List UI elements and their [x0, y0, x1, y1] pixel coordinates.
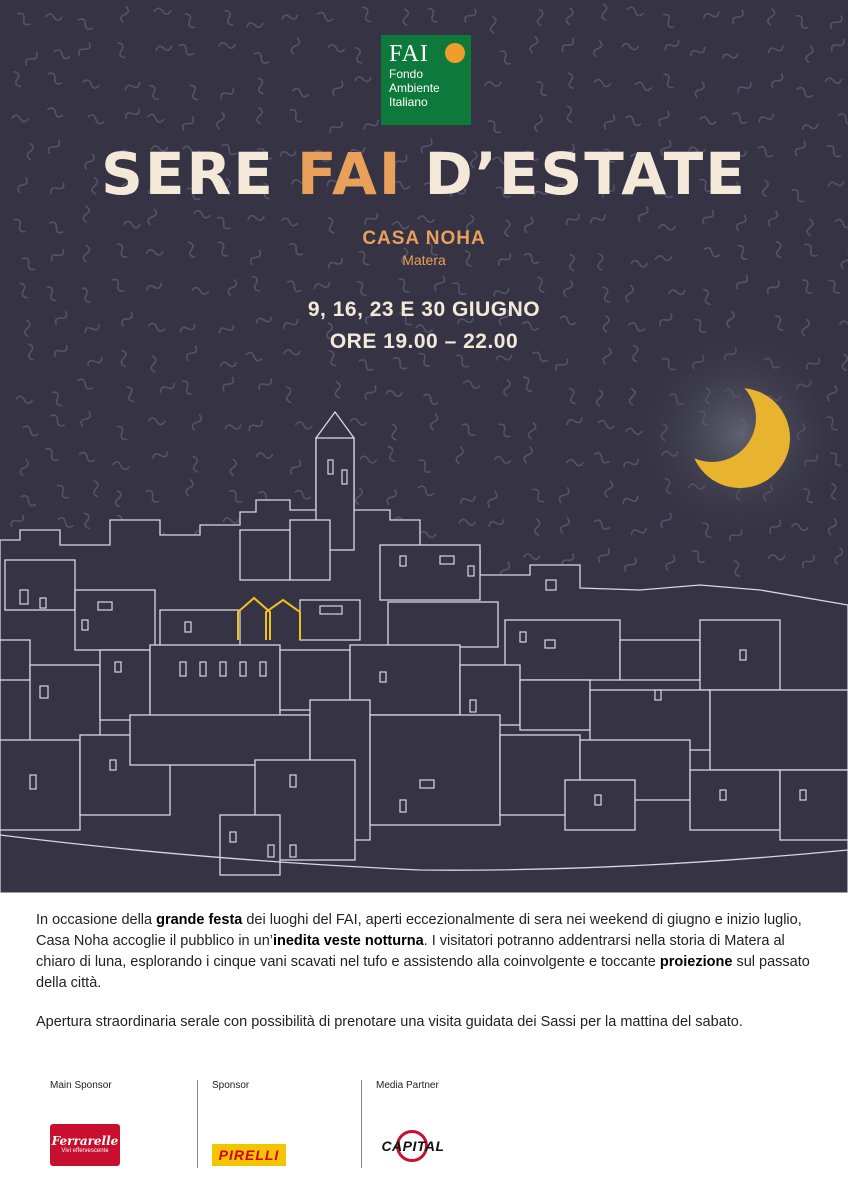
radio-capital-logo — [376, 1128, 450, 1164]
desc-bold-veste: inedita veste notturna — [272, 933, 424, 949]
description-paragraph-2: Apertura straordinaria serale con possibilità di prenotare una visita guidata dei Sassi per la mattina del sabato. — [36, 1014, 743, 1030]
logo-line-2: Ambiente — [389, 81, 440, 95]
logo-acronym: FAI — [389, 41, 429, 67]
desc-bold-proiezione: proiezione — [659, 954, 733, 970]
ferrarelle-tagline: Vivi effervescente — [61, 1148, 109, 1154]
logo-line-3: Italiano — [389, 95, 428, 109]
main-sponsor-label: Main Sponsor — [50, 1080, 112, 1091]
media-divider — [361, 1080, 362, 1168]
description-paragraph-1 — [36, 910, 816, 994]
title-part-2: FAI — [297, 140, 403, 208]
title-part-3: D’ESTATE — [402, 140, 747, 208]
desc-text-e: . I visitatori potranno addentrarsi nella storia di Matera al chiaro di luna, esplorando i cinque vani scavati nel tufo e assistendo alla coinvolgente e toccante — [36, 933, 785, 970]
desc-text-c: dei luoghi del FAI, aperti eccezionalmente di sera nei weekend di giugno e inizio luglio, Casa Noha accoglie il pubblico in un’ — [36, 912, 802, 949]
event-dates: 9, 16, 23 E 30 GIUGNO — [307, 298, 541, 321]
logo-line-1: Fondo — [389, 67, 424, 81]
event-hours: ORE 19.00 – 22.00 — [329, 330, 519, 353]
ferrarelle-logo — [50, 1124, 120, 1166]
pirelli-logo: PIRELLI — [212, 1144, 286, 1166]
venue-city: Matera — [402, 252, 446, 268]
title-part-1: SERE — [101, 140, 298, 208]
sponsor-divider — [197, 1080, 198, 1168]
desc-text-g: sul passato della città. — [36, 954, 810, 991]
desc-bold-festa: grande festa — [156, 912, 243, 928]
venue-name: CASA NOHA — [362, 228, 486, 249]
capital-name: CAPITAL — [381, 1138, 445, 1154]
ferrarelle-name: Ferrarelle — [51, 1134, 119, 1148]
event-description — [36, 910, 816, 1051]
desc-text-a: In occasione della — [36, 912, 157, 928]
moon-icon — [600, 330, 848, 530]
media-partner-label: Media Partner — [376, 1080, 439, 1091]
sponsor-label: Sponsor — [212, 1080, 250, 1091]
